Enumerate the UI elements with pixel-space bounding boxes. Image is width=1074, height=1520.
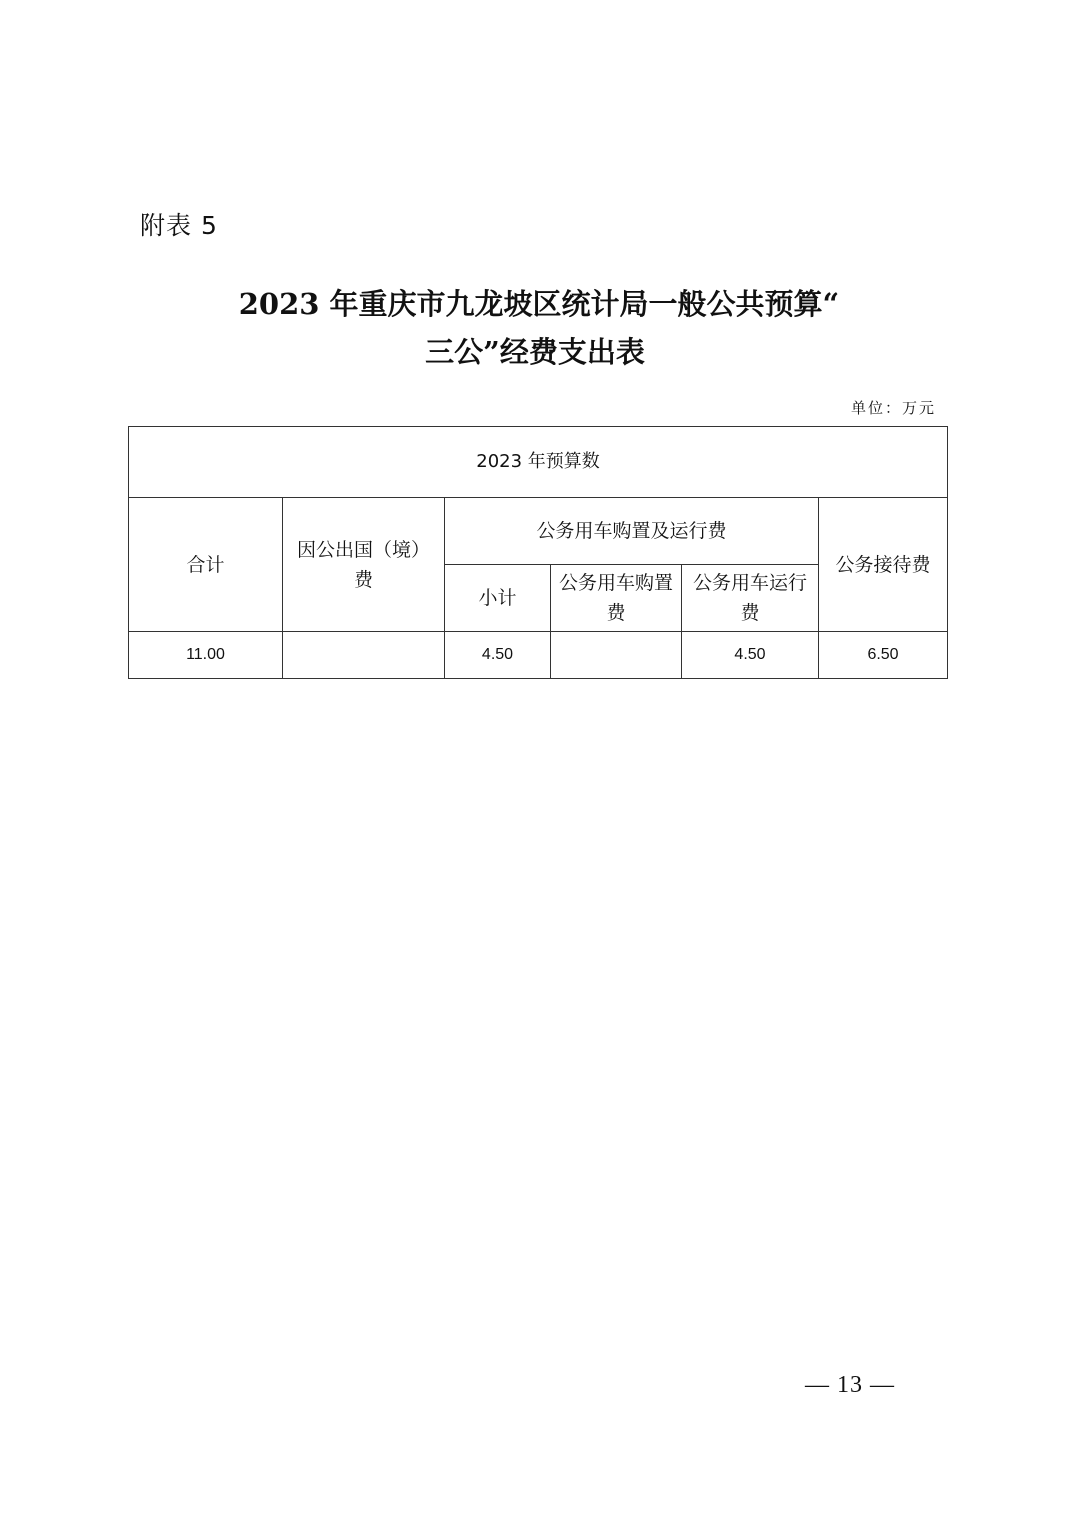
value-abroad (283, 632, 445, 679)
page-number: — 13 — (805, 1372, 895, 1398)
col-total-header: 合计 (129, 498, 283, 632)
table-column-header-row (129, 498, 948, 565)
unit-label: 单位：万元 (850, 399, 936, 417)
value-reception: 6.50 (819, 632, 948, 679)
sub-purchase-header: 公务用车购置费 (551, 565, 682, 632)
sub-subtotal-header: 小计 (445, 565, 551, 632)
table-row (129, 632, 948, 679)
col-abroad-header: 因公出国（境）费 (283, 498, 445, 632)
col-reception-header: 公务接待费 (819, 498, 948, 632)
value-vehicle-purchase (551, 632, 682, 679)
budget-table (128, 426, 948, 679)
header-year-cell: 2023 年预算数 (129, 427, 948, 498)
table-header-row (129, 427, 948, 498)
page-title-line-2: 三公”经费支出表 (425, 335, 645, 369)
col-vehicle-group-header: 公务用车购置及运行费 (445, 498, 819, 565)
sub-operation-header: 公务用车运行费 (682, 565, 819, 632)
value-vehicle-subtotal: 4.50 (445, 632, 551, 679)
attachment-label: 附表 5 (140, 211, 218, 240)
page-title-line-1: 2023 年重庆市九龙坡区统计局一般公共预算“ (238, 287, 840, 321)
value-vehicle-operation: 4.50 (682, 632, 819, 679)
value-total: 11.00 (129, 632, 283, 679)
